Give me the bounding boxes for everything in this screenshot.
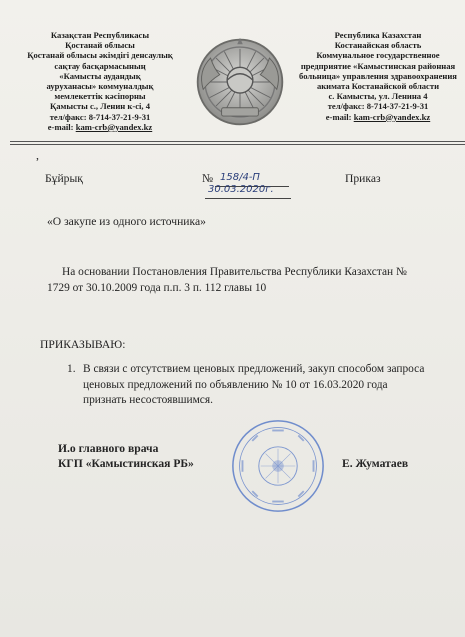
signatory-name: Е. Жуматаев	[342, 457, 409, 470]
item-line: признать несостоявшимся.	[83, 394, 213, 406]
header-right-email	[288, 112, 465, 122]
header-right-line: с. Камысты, ул. Ленина 4	[328, 91, 428, 102]
number-sign: №	[202, 172, 214, 185]
header-right-line: Республика Казахстан	[334, 30, 422, 40]
order-subject: «О закупе из одного источника»	[47, 215, 206, 228]
header-right-line: акимата Костанайской области	[316, 81, 440, 92]
header-left-line: Казақстан Республикасы	[50, 30, 150, 40]
official-stamp-icon	[230, 418, 326, 514]
header-right-line: больница» управления здравоохранения	[299, 70, 457, 81]
header-left-line: сақтау басқармасының	[54, 60, 146, 71]
email-value[interactable]: kam-crb@yandex.kz	[353, 111, 431, 122]
email-value[interactable]: kam-crb@yandex.kz	[75, 121, 153, 132]
header-right-line: Коммунальное государственное	[316, 50, 440, 61]
item-line: ценовых предложений по объявлению № 10 от 16.03.2020 года	[83, 379, 388, 391]
item-number: 1.	[67, 363, 76, 375]
header-left-line: Қамысты с., Ленин к-сі, 4	[49, 101, 150, 112]
signatory-title-line-2: КГП «Камыстинская РБ»	[58, 457, 194, 470]
header-left-line: Қостанай облысы	[65, 40, 135, 51]
header-left-line: тел/факс: 8-714-37-21-9-31	[49, 111, 151, 122]
order-label-ru: Приказ	[345, 172, 381, 185]
header-divider-top	[10, 141, 465, 142]
email-label: e-mail:	[325, 111, 352, 122]
basis-line-2: 1729 от 30.10.2009 года п.п. 3 п. 112 главы 10	[47, 282, 267, 294]
header-left-line: Қостанай облысы әкімдігі денсаулық	[27, 50, 173, 61]
order-date-handwritten: 30.03.2020г.	[208, 184, 274, 195]
header-left-line: «Камысты аудандық	[59, 70, 141, 81]
order-word: ПРИКАЗЫВАЮ:	[40, 338, 126, 351]
basis-line-1: На основании Постановления Правительства Республики Казахстан №	[62, 266, 407, 278]
header-right-line: предприятие «Камыстинская районная	[300, 60, 456, 71]
header-divider-bottom	[10, 144, 465, 145]
header-left-email	[8, 122, 192, 132]
stray-comma: ,	[36, 148, 39, 162]
item-line: В связи с отсутствием ценовых предложений, закуп способом запроса	[83, 363, 425, 375]
header-right-line: Костанайская область	[334, 40, 422, 51]
signatory-title-line-1: И.о главного врача	[58, 442, 159, 455]
order-label-kz: Бұйрық	[45, 172, 83, 185]
header-right	[288, 30, 465, 122]
order-number-handwritten: 158/4-П	[220, 172, 260, 183]
date-underline	[205, 198, 291, 199]
state-emblem-icon	[194, 36, 286, 128]
email-label: e-mail:	[47, 121, 74, 132]
header-left-line: ауруханасы» коммуналдық	[46, 81, 154, 92]
header-left-line: мемлекеттік кәсіпорны	[54, 91, 146, 102]
header-left	[8, 30, 192, 132]
header-right-line: тел/факс: 8-714-37-21-9-31	[327, 101, 429, 112]
